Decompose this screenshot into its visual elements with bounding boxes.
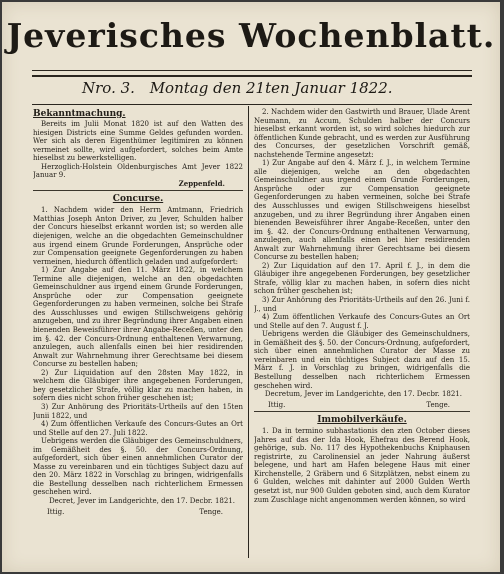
heading-immobilverkaeufe: Immobilverkäufe. <box>317 415 407 426</box>
concurs-item-2-liquidation: 2) Zur Liquidation auf den 17. April f. J., in dem die Gläubiger ihre angegebenen Forderungen, bey gesetzlicher Strafe, völlig klar zu machen haben, in sofern dies nicht schon früher geschehen ist; <box>254 261 470 296</box>
notice-signature: Zeppenfeld. <box>178 178 225 188</box>
signature-line <box>254 401 470 410</box>
left-column <box>33 108 243 560</box>
concurs-item-1: 1. Nachdem wider den Herrn Amtmann, Friedrich Matthias Joseph Anton Driver, zu Jever, Schulden halber der Concurs hieselbst erkannt worden ist; so werden alle diejenigen, welche an die obgedachten Gemeinschuldner aus irgend einem Grunde Forderungen, Ansprüche oder zur Compensation geeignete Gegenforderungen zu haben vermeinen, hiedurch öffentlich geladen und aufgefordert: <box>33 206 243 266</box>
immobil-item-1: 1. Da in termino subhastationis den zten October dieses Jahres auf das der Ida Hook, Ehefrau des Berend Hook, gehörige, sub. No. 117 des Hypothekenbuchs Kniphausen registrirte, zu Carolinensiel an jeder Nahrung äußerst belegene, und hart am Hafen belegene Haus mit einer Kirchenstelle, 2 Gräbern und 6 Sitzplätzen, nebst einem zu 6 Gulden, welches mit dahinter auf 2000 Gulden Werth gesetzt ist, nur 900 Gulden geboten sind, auch dem Kurator zum Zuschlage nicht angenommen werden können, so wird <box>254 427 470 504</box>
concurs-item-2-verkauf: 4) Zum öffentlichen Verkaufe des Concurs-Gutes an Ort und Stelle auf den 7. August f. J. <box>254 313 470 330</box>
signature-tenge: Tenge. <box>426 400 450 409</box>
signature-ittig: Ittig. <box>47 507 65 516</box>
section-divider <box>254 411 470 412</box>
heading-bekanntmachung: Bekanntmachung. <box>33 109 126 119</box>
concurs-item-2-curator: Uebrigens werden die Gläubiger des Gemeinschuldners, in Gemäßheit des §. 50. der Concurs-Ordnung, aufgefordert, sich über einen annehmlichen Curator der Masse zu vereinbaren und ein tüchtiges Subject dazu auf den 15. März f. J. in Vorschlag zu bringen, widrigenfalls die Bestellung desselben nach richterlichem Ermessen geschehen wird. <box>254 330 470 390</box>
heading-concurse: Concurse. <box>112 194 164 205</box>
concurs-item-1-liquidation: 2) Zur Liquidation auf den 28sten May 1822, in welchem die Gläubiger ihre angegebenen Forderungen, bey gesetzlicher Strafe, völlig klar zu machen haben, in sofern dies nicht schon früher geschehen ist; <box>33 368 243 403</box>
masthead-title: Jeverisches Wochenblatt. <box>6 16 496 55</box>
concurs-item-1-verkauf: 4) Zum öffentlichen Verkaufe des Concurs-Gutes an Ort und Stelle auf den 27. Juli 1822. <box>33 420 243 437</box>
signature-ittig: Ittig. <box>268 400 286 409</box>
notice-text: Bereits im Julii Monat 1820 ist auf den Watten des hiesigen Districts eine Summe Geldes gefunden worden. Wer sich als deren Eigenthümer legitimiren zu können vermeinet sollte, wird aufgefordert, solches beim Amte hieselbst zu bewerkstelligen. <box>33 120 243 163</box>
signature-line <box>33 508 243 517</box>
column-divider <box>248 106 249 558</box>
concurs-item-2-prioritaet: 3) Zur Anhörung des Prioritäts-Urtheils auf den 26. Juni f. J., und <box>254 296 470 313</box>
section-divider <box>33 190 243 191</box>
decree-date: Decretum, Jever im Landgerichte, den 17. Decbr. 1821. <box>264 390 462 399</box>
signature-tenge: Tenge. <box>199 507 223 516</box>
notice-authority: Herzoglich-Holstein Oldenburgisches Amt Jever 1822 Januar 9. <box>33 162 243 180</box>
decree-date: Decret, Jever im Landgerichte, den 17. Decbr. 1821. <box>49 496 235 505</box>
concurs-item-1-angabe: 1) Zur Angabe auf den 11. März 1822, in welchem Termine alle diejenigen, welche an den obgedachten Gemeinschuldner aus irgend einem Grunde Forderungen, Ansprüche oder zur Compensation geeignete Gegenforderungen zu haben vermeinen, solche bei Strafe des Ausschlusses und ewigen Stillschweigens gehörig anzugeben, und zu ihrer Begründung ihrer Angaben einen bienenden Beweisführer ihrer Angabe-Receßen, unter den im §. 42. der Concurs-Ordnung enthaltenen Verwarnung, anzulegen, auch allenfalls einen bei hier residirenden Anwalt zur Wahrnehmung ihrer Gerechtsame bei diesem Concurse zu bestellen haben; <box>33 266 243 369</box>
issue-number: Nro. 3. <box>82 79 135 97</box>
concurs-item-2-angabe: 1) Zur Angabe auf den 4. März f. J., in welchem Termine alle diejenigen, welche an den obgedachten Gemeinschuldner aus irgend einem Grunde Forderungen, Ansprüche oder zur Compensation geeignete Gegenforderungen zu haben vermeinen, solche bei Strafe des Ausschlusses und ewigen Stillschweigens hieselbst anzugeben, und zu ihrer Begründung ihrer Angaben einen bienenden Beweisführer ihrer Angabe-Receßen, unter den im §. 42. der Concurs-Ordnung enthaltenen Verwarnung, anzulegen, auch allenfalls einen bei hier residirenden Anwalt zur Wahrnehmung ihrer Gerechtsame bei diesem Concurse zu bestellen haben; <box>254 159 470 262</box>
masthead-rule-thick <box>32 75 472 77</box>
issue-rule <box>32 104 472 105</box>
issue-line <box>82 79 470 97</box>
concurs-item-1-curator: Uebrigens werden die Gläubiger des Gemeinschuldners, im Gemäßheit des §. 50. der Concurs-Ordnung, aufgefordert, sich über einen annehmlichen Curator der Masse zu vereinbaren und ein tüchtiges Subject dazu auf den 20. März 1822 in Vorschlag zu bringen, widrigenfalls die Bestellung desselben nach richterlichem Ermessen geschehen wird. <box>33 437 243 497</box>
concurs-item-2: 2. Nachdem wider den Gastwirth und Brauer, Ulade Arent Neumann, zu Accum, Schulden halber der Concurs hieselbst erkannt worden ist, so wird solches hiedurch zur öffentlichen Kunde gebracht, und es werden zur Ausführung des Concurses, der gesetzlichen Vorschrift gemäß, nachstehende Termine angesetzt: <box>254 108 470 159</box>
newspaper-page <box>2 2 500 572</box>
concurs-item-1-prioritaet: 3) Zur Anhörung des Prioritäts-Urtheils auf den 15ten Junii 1822, und <box>33 402 243 420</box>
issue-date: Montag den 21ten Januar 1822. <box>149 79 393 97</box>
masthead-rule <box>32 70 472 71</box>
right-column <box>254 108 470 560</box>
